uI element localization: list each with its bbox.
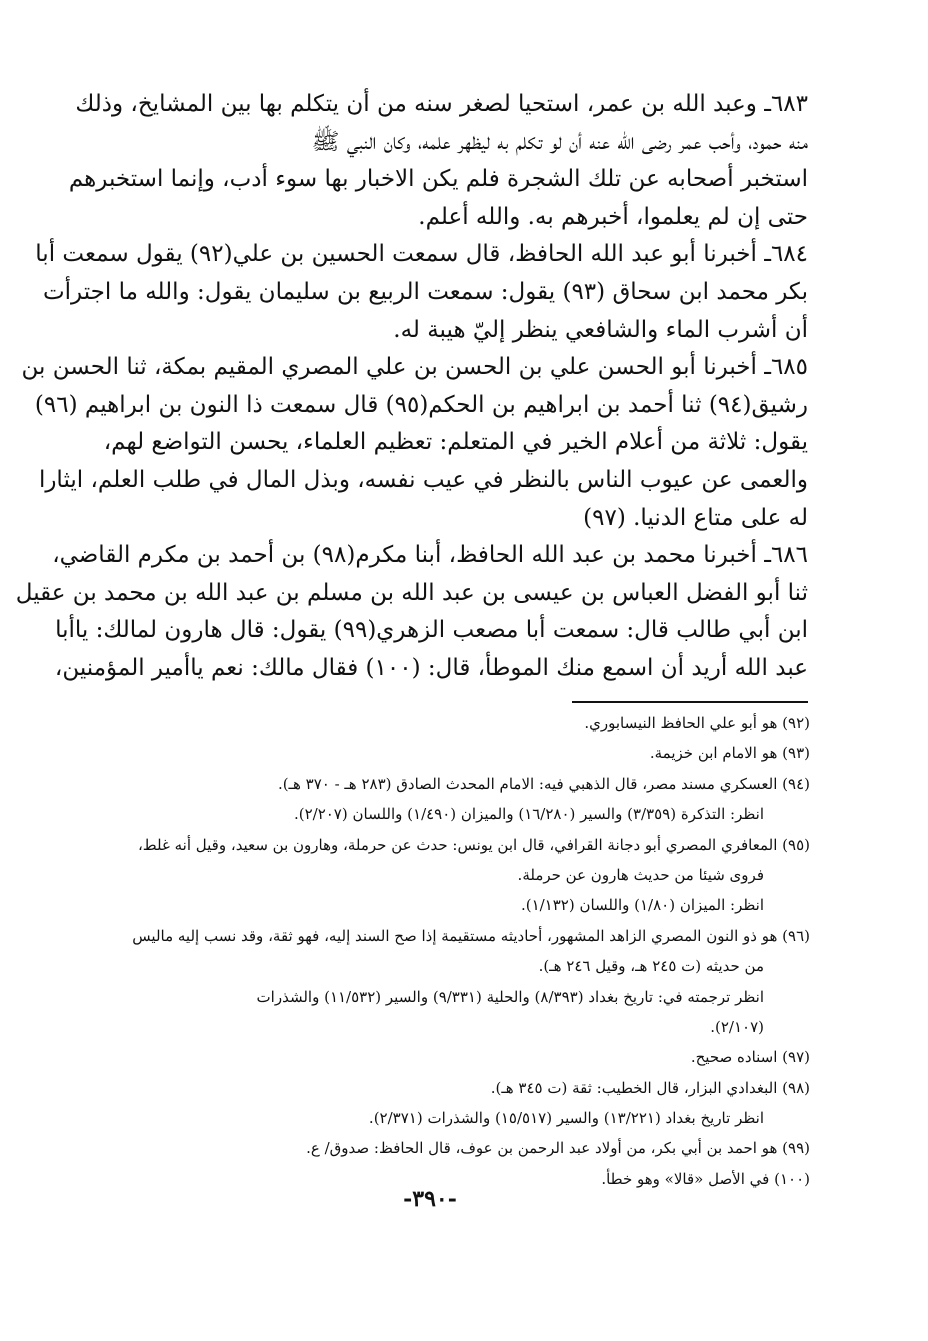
footnote-line: (٩٩) هو احمد بن أبي بكر، من أولاد عبد الرحمن بن عوف، قال الحافظ: صدوق/ ع.	[306, 1139, 810, 1158]
footnote-line: انظر تاريخ بغداد (١٣/٢٢١) والسير (١٥/٥١٧) والشذرات (٢/٣٧١).	[368, 1109, 764, 1128]
main-text-line: والعمى عن عيوب الناس بالنظر في عيب نفسه، وبذل المال في طلب العلم، ايثارا	[38, 466, 808, 493]
footnotes-block	[82, 708, 810, 1194]
footnote-line: (٩٧) اسناده صحيح.	[690, 1048, 810, 1067]
footnote-line: (٩٥) المعافري المصري أبو دجانة القرافي، قال ابن يونس: حدث عن حرملة، وهارون بن سعيد، وقيل أنه غلط،	[137, 835, 810, 854]
page-number: -٣٩٠-	[403, 1186, 457, 1212]
footnote-line: (٩٢) هو أبو علي الحافظ النيسابوري.	[584, 714, 810, 732]
main-text-block	[15, 86, 808, 688]
footnote-line: (٩٣) هو الامام ابن خزيمة.	[649, 744, 810, 763]
main-text-line: عبد الله أريد أن اسمع منك الموطأ، قال: (١٠٠) فقال مالك: نعم ياأمير المؤمنين،	[54, 654, 808, 681]
footnote-separator	[572, 701, 808, 703]
footnote-line: (٢/١٠٧).	[710, 1017, 764, 1036]
main-text-line: يقول: ثلاثة من أعلام الخير في المتعلم: تعظيم العلماء، يحسن التواضع لهم،	[103, 429, 808, 456]
main-text-line: ثنا أبو الفضل العباس بن عيسى بن عبد الله بن مسلم بن عبد الله بن محمد بن عقيل	[15, 579, 808, 606]
main-text-line: حتى إن لم يعلموا، أخبرهم به. والله أعلم.	[418, 203, 808, 230]
footnote-line: فروى شيئا من حديث هارون عن حرملة.	[517, 865, 764, 884]
main-text-line: بكر محمد ابن سحاق (٩٣) يقول: سمعت الربيع بن سليمان يقول: والله ما اجترأت	[43, 278, 808, 305]
footnote-line: انظر ترجمته في: تاريخ بغداد (٨/٣٩٣) والحلية (٩/٣٣١) والسير (١١/٥٣٢) والشذرات	[256, 987, 764, 1006]
main-text-line: له على متاع الدنيا. (٩٧)	[583, 504, 808, 531]
footnote-line: (٩٨) البغدادي البزار، قال الخطيب: ثقة (ت ٣٤٥ هـ).	[490, 1078, 810, 1097]
footnote-line: (٩٦) هو ذو النون المصري الزاهد المشهور، أحاديثه مستقيمة إذا صح السند إليه، فهو ثقة، وقد نسب إليه ماليس	[132, 926, 810, 945]
main-text-line: ٦٨٣ـ وعبد الله بن عمر، استحيا لصغر سنه من أن يتكلم بها بين المشايخ، وذلك	[75, 91, 808, 117]
main-text-line: ٦٨٥ـ أخبرنا أبو الحسن علي بن الحسن بن علي المصري المقيم بمكة، ثنا الحسن بن	[21, 354, 808, 381]
main-text-line: رشيق(٩٤) ثنا أحمد بن ابراهيم بن الحكم(٩٥) قال سمعت ذا النون بن ابراهيم (٩٦)	[34, 391, 808, 418]
footnote-line: انظر: الميزان (١/٨٠) واللسان (١/١٣٢).	[520, 896, 764, 915]
footnote-line: انظر: التذكرة (٣/٣٥٩) والسير (١٦/٢٨٠) والميزان (١/٤٩٠) واللسان (٢/٢٠٧).	[293, 805, 764, 824]
main-text-line: ٦٨٤ـ أخبرنا أبو عبد الله الحافظ، قال سمعت الحسين بن علي(٩٢) يقول سمعت أبا	[35, 241, 808, 268]
main-text-line: منه حمود، وأحب عمر رضى الله عنه أن لو تكلم به ليظهر علمه، وكان النبي ﷺ	[311, 128, 808, 155]
main-text-line: ٦٨٦ـ أخبرنا محمد بن عبد الله الحافظ، أبنا مكرم(٩٨) بن أحمد بن مكرم القاضي،	[52, 542, 808, 569]
footnote-line: من حديثه (ت ٢٤٥ هـ، وقيل ٢٤٦ هـ).	[538, 957, 764, 976]
main-text-line: استخبر أصحابه عن تلك الشجرة فلم يكن الاخبار بها سوء أدب، وإنما استخبرهم	[68, 166, 808, 193]
main-text-line: ابن أبي طالب قال: سمعت أبا مصعب الزهري(٩٩) يقول: قال هارون لمالك: ياأبا	[55, 617, 808, 644]
footnote-line: (١٠٠) في الأصل «قالا» وهو خطأ.	[601, 1169, 810, 1188]
main-text-line: أن أشرب الماء والشافعي ينظر إليّ هيبة له.	[393, 316, 808, 343]
footnote-line: (٩٤) العسكري مسند مصر، قال الذهبي فيه: الامام المحدث الصادق (٢٨٣ هـ - ٣٧٠ هـ).	[277, 774, 810, 793]
